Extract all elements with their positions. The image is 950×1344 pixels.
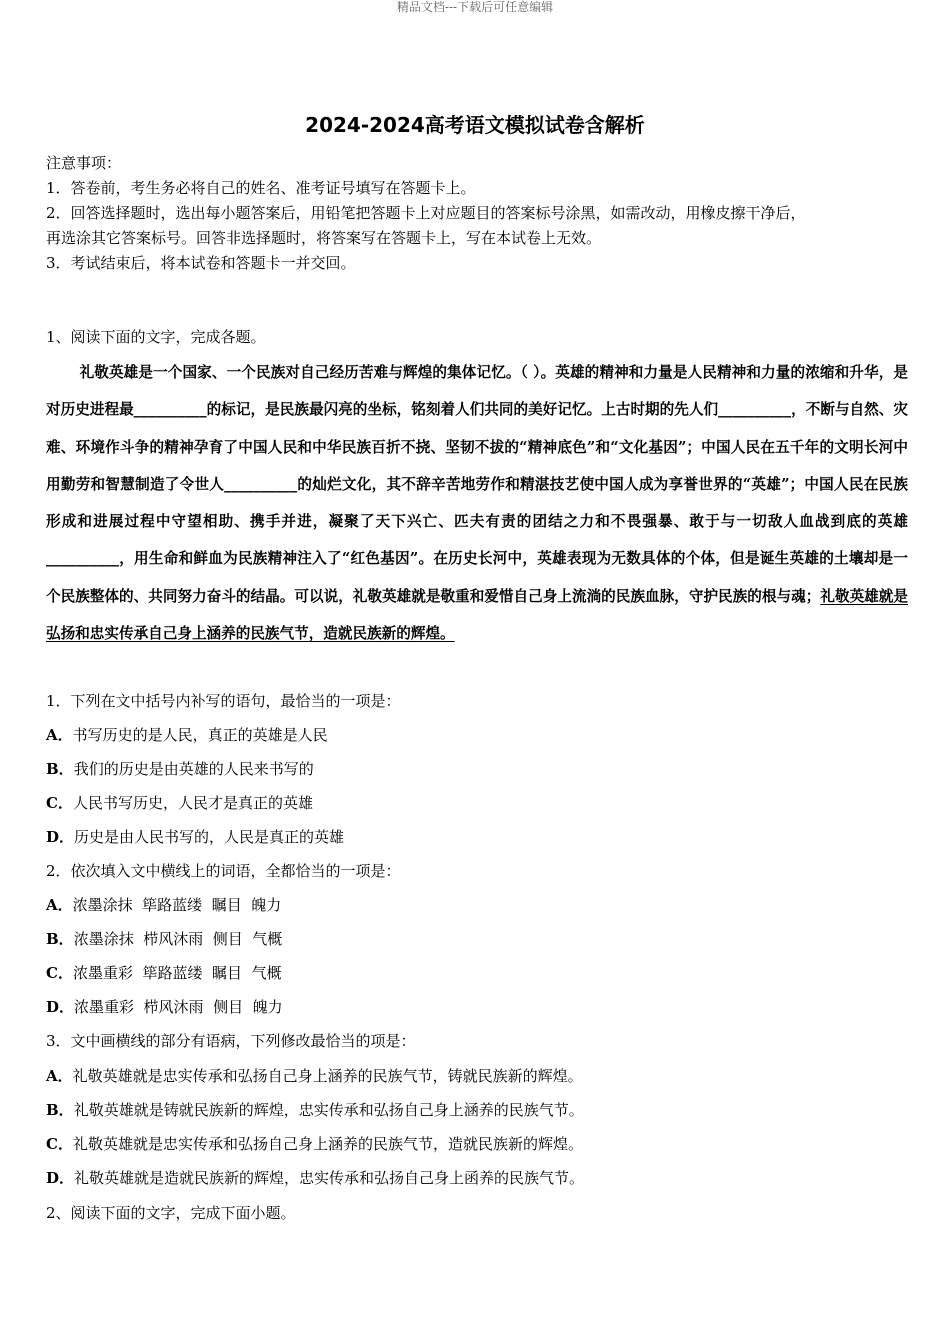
question-2-option-d: [46, 996, 906, 1018]
question-2-stem: 2．依次填入文中横线上的词语，全都恰当的一项是：: [46, 862, 401, 880]
header-note: 精品文档---下载后可任意编辑: [396, 0, 554, 14]
option-label: C．: [46, 794, 73, 812]
option-label: C．: [46, 1135, 73, 1153]
notes-line: 3．考试结束后，将本试卷和答题卡一并交回。: [46, 254, 356, 272]
option-label: A．: [46, 726, 73, 744]
option-text: 浓墨重彩 栉风沐雨 侧目 魄力: [74, 998, 283, 1016]
passage-underlined-sentence: 礼敬英雄就是弘扬和忠实传承自己身上涵养的民族气节，造就民族新的辉煌。: [46, 587, 908, 643]
question-1-stem: 1．下列在文中括号内补写的语句，最恰当的一项是：: [46, 692, 401, 710]
question-1-option-c: [46, 792, 906, 814]
option-label: D．: [46, 998, 75, 1016]
option-text: 浓墨涂抹 筚路蓝缕 瞩目 魄力: [72, 896, 282, 914]
option-label: D．: [46, 1169, 75, 1187]
option-text: 历史是由人民书写的，人民是真正的英雄: [74, 828, 345, 846]
option-text: 礼敬英雄就是忠实传承和弘扬自己身上涵养的民族气节，造就民族新的辉煌。: [72, 1135, 583, 1153]
question-1-option-a: [46, 724, 906, 746]
notes-line: 2．回答选择题时，选出每小题答案后，用铅笔把答题卡上对应题目的答案标号涂黑，如需改动，用橡皮擦干净后，: [46, 204, 806, 222]
option-text: 礼敬英雄就是忠实传承和弘扬自己身上涵养的民族气节，铸就民族新的辉煌。: [72, 1067, 583, 1085]
page-title: 2024-2024高考语文模拟试卷含解析: [305, 113, 645, 137]
notes-line: 1．答卷前，考生务必将自己的姓名、准考证号填写在答题卡上。: [46, 179, 476, 197]
question-2-option-c: [46, 962, 906, 984]
question-2-option-b: [46, 928, 906, 950]
question-3-option-c: [46, 1133, 906, 1155]
option-text: 浓墨涂抹 栉风沐雨 侧目 气概: [73, 930, 283, 948]
option-text: 礼敬英雄就是铸就民族新的辉煌，忠实传承和弘扬自己身上涵养的民族气节。: [73, 1101, 584, 1119]
section2-heading: 2、阅读下面的文字，完成下面小题。: [46, 1204, 296, 1222]
option-label: C．: [46, 964, 73, 982]
question-3-option-b: [46, 1099, 906, 1121]
question-1-option-d: [46, 826, 906, 848]
option-label: B．: [46, 760, 74, 778]
option-text: 礼敬英雄就是造就民族新的辉煌，忠实传承和弘扬自己身上函养的民族气节。: [74, 1169, 585, 1187]
passage-text: 礼敬英雄是一个国家、一个民族对自己经历苦难与辉煌的集体记忆。（ ）。英雄的精神和力量是人民精神和力量的浓缩和升华，是对历史进程最__________的标记，是民族最闪亮的坐标，铭刻着人们共同的美好记忆。上古时期的先人们__________，不断与自然、灾难、环境作斗争的精神孕育了中国人民和中华民族百折不挠、坚韧不拔的“精神底色”和“文化基因”；中国人民在五千年的文明长河中用勤劳和智慧制造了令世人__________的灿烂文化，其不辞辛苦地劳作和精湛技艺使中国人成为享誉世界的“英雄”；中国人民在民族形成和进展过程中守望相助、携手并进，凝聚了天下兴亡、匹夫有责的团结之力和不畏强暴、敢于与一切敌人血战到底的英雄__________，用生命和鲜血为民族精神注入了“红色基因”。在历史长河中，英雄表现为无数具体的个体，但是诞生英雄的土壤却是一个民族整体的、共同努力奋斗的结晶。可以说，礼敬英雄就是敬重和爱惜自己身上流淌的民族血脉，守护民族的根与魂；: [46, 364, 908, 605]
option-label: A．: [46, 896, 73, 914]
option-text: 人民书写历史，人民才是真正的英雄: [72, 794, 313, 812]
notes-block: [46, 151, 906, 276]
question-3-option-d: [46, 1167, 906, 1189]
option-label: A．: [46, 1067, 73, 1085]
reading-passage: [46, 354, 908, 652]
notes-line: 再选涂其它答案标号。回答非选择题时，将答案写在答题卡上，写在本试卷上无效。: [46, 229, 602, 247]
question-3-option-a: [46, 1065, 906, 1087]
option-text: 我们的历史是由英雄的人民来书写的: [73, 760, 314, 778]
section1-heading: 1、阅读下面的文字，完成各题。: [46, 328, 266, 346]
option-label: D．: [46, 828, 75, 846]
option-label: B．: [46, 930, 74, 948]
question-3-stem: 3．文中画横线的部分有语病，下列修改最恰当的项是：: [46, 1032, 416, 1050]
notes-heading: 注意事项：: [46, 154, 122, 172]
question-2-option-a: [46, 894, 906, 916]
option-text: 书写历史的是人民，真正的英雄是人民: [72, 726, 328, 744]
question-1-option-b: [46, 758, 906, 780]
option-label: B．: [46, 1101, 74, 1119]
option-text: 浓墨重彩 筚路蓝缕 瞩目 气概: [72, 964, 282, 982]
